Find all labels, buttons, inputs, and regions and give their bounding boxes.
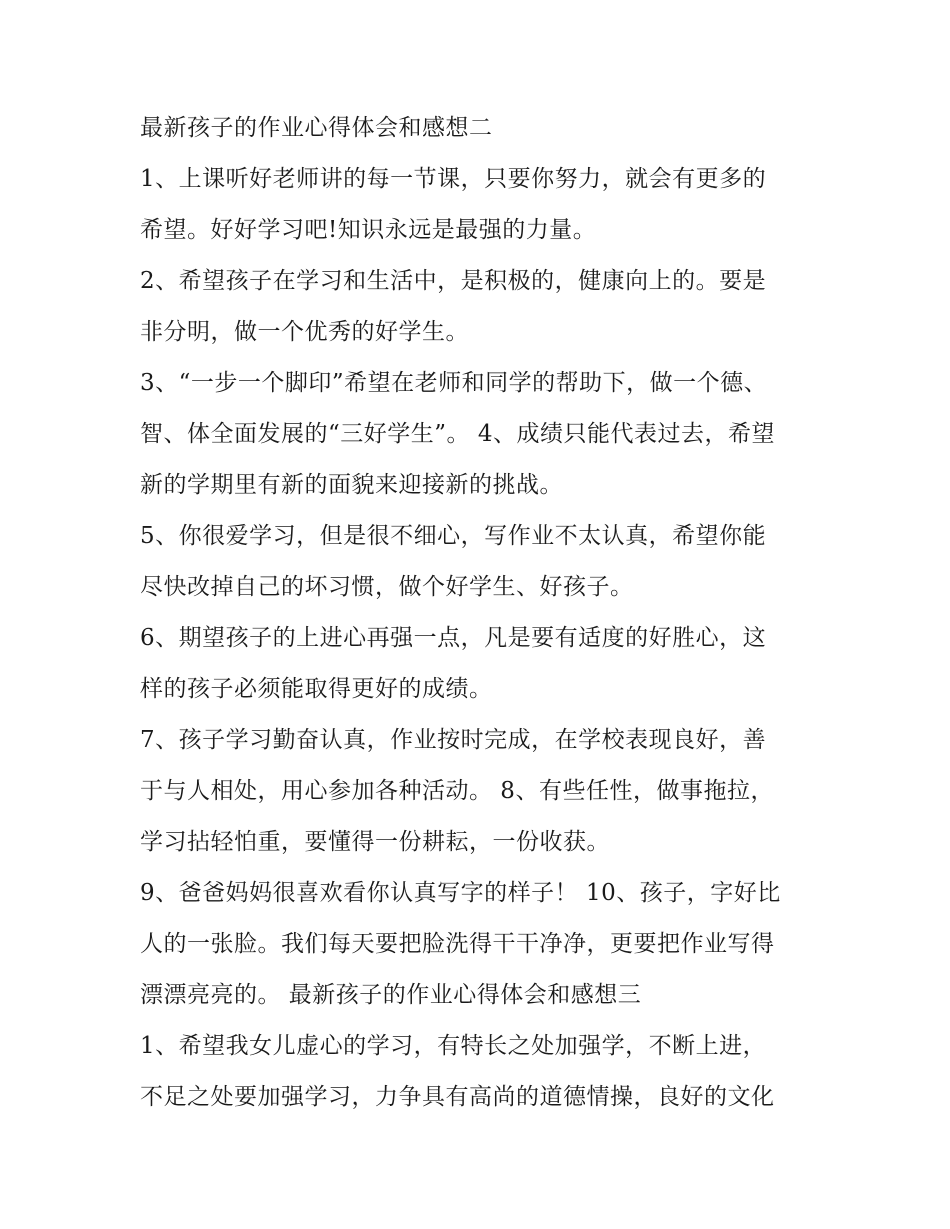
text-line: 希望。好好学习吧!知识永远是最强的力量。 [140, 217, 597, 243]
text-line: 尽快改掉自己的坏习惯，做个好学生、好孩子。 [140, 574, 634, 600]
text-line: 于与人相处，用心参加各种活动。 8、有些任性，做事拖拉， [140, 778, 774, 804]
text-line: 不足之处要加强学习，力争具有高尚的道德情操，良好的文化 [140, 1084, 775, 1110]
document-body [140, 108, 830, 1128]
text-line: 3、“一步一个脚印”希望在老师和同学的帮助下，做一个德、 [140, 370, 768, 396]
text-line: 9、爸爸妈妈很喜欢看你认真写字的样子！ 10、孩子，字好比 [140, 880, 781, 906]
section-heading: 最新孩子的作业心得体会和感想二 [140, 115, 493, 141]
text-line: 6、期望孩子的上进心再强一点，凡是要有适度的好胜心，这 [140, 625, 767, 651]
text-line: 样的孩子必须能取得更好的成绩。 [140, 676, 493, 702]
text-line: 漂漂亮亮的。 最新孩子的作业心得体会和感想三 [140, 982, 642, 1008]
text-line: 1、希望我女儿虚心的学习，有特长之处加强学，不断上进， [140, 1033, 767, 1059]
text-line: 2、希望孩子在学习和生活中，是积极的，健康向上的。要是 [140, 268, 767, 294]
text-line: 7、孩子学习勤奋认真，作业按时完成，在学校表现良好，善 [140, 727, 767, 753]
text-line: 1、上课听好老师讲的每一节课，只要你努力，就会有更多的 [140, 166, 767, 192]
text-line: 学习拈轻怕重，要懂得一份耕耘，一份收获。 [140, 829, 610, 855]
text-line: 人的一张脸。我们每天要把脸洗得干干净净，更要把作业写得 [140, 931, 775, 957]
text-line: 新的学期里有新的面貌来迎接新的挑战。 [140, 472, 563, 498]
text-line: 智、体全面发展的“三好学生”。 4、成绩只能代表过去，希望 [140, 421, 775, 447]
text-line: 5、你很爱学习，但是很不细心，写作业不太认真，希望你能 [140, 523, 767, 549]
text-line: 非分明，做一个优秀的好学生。 [140, 319, 469, 345]
